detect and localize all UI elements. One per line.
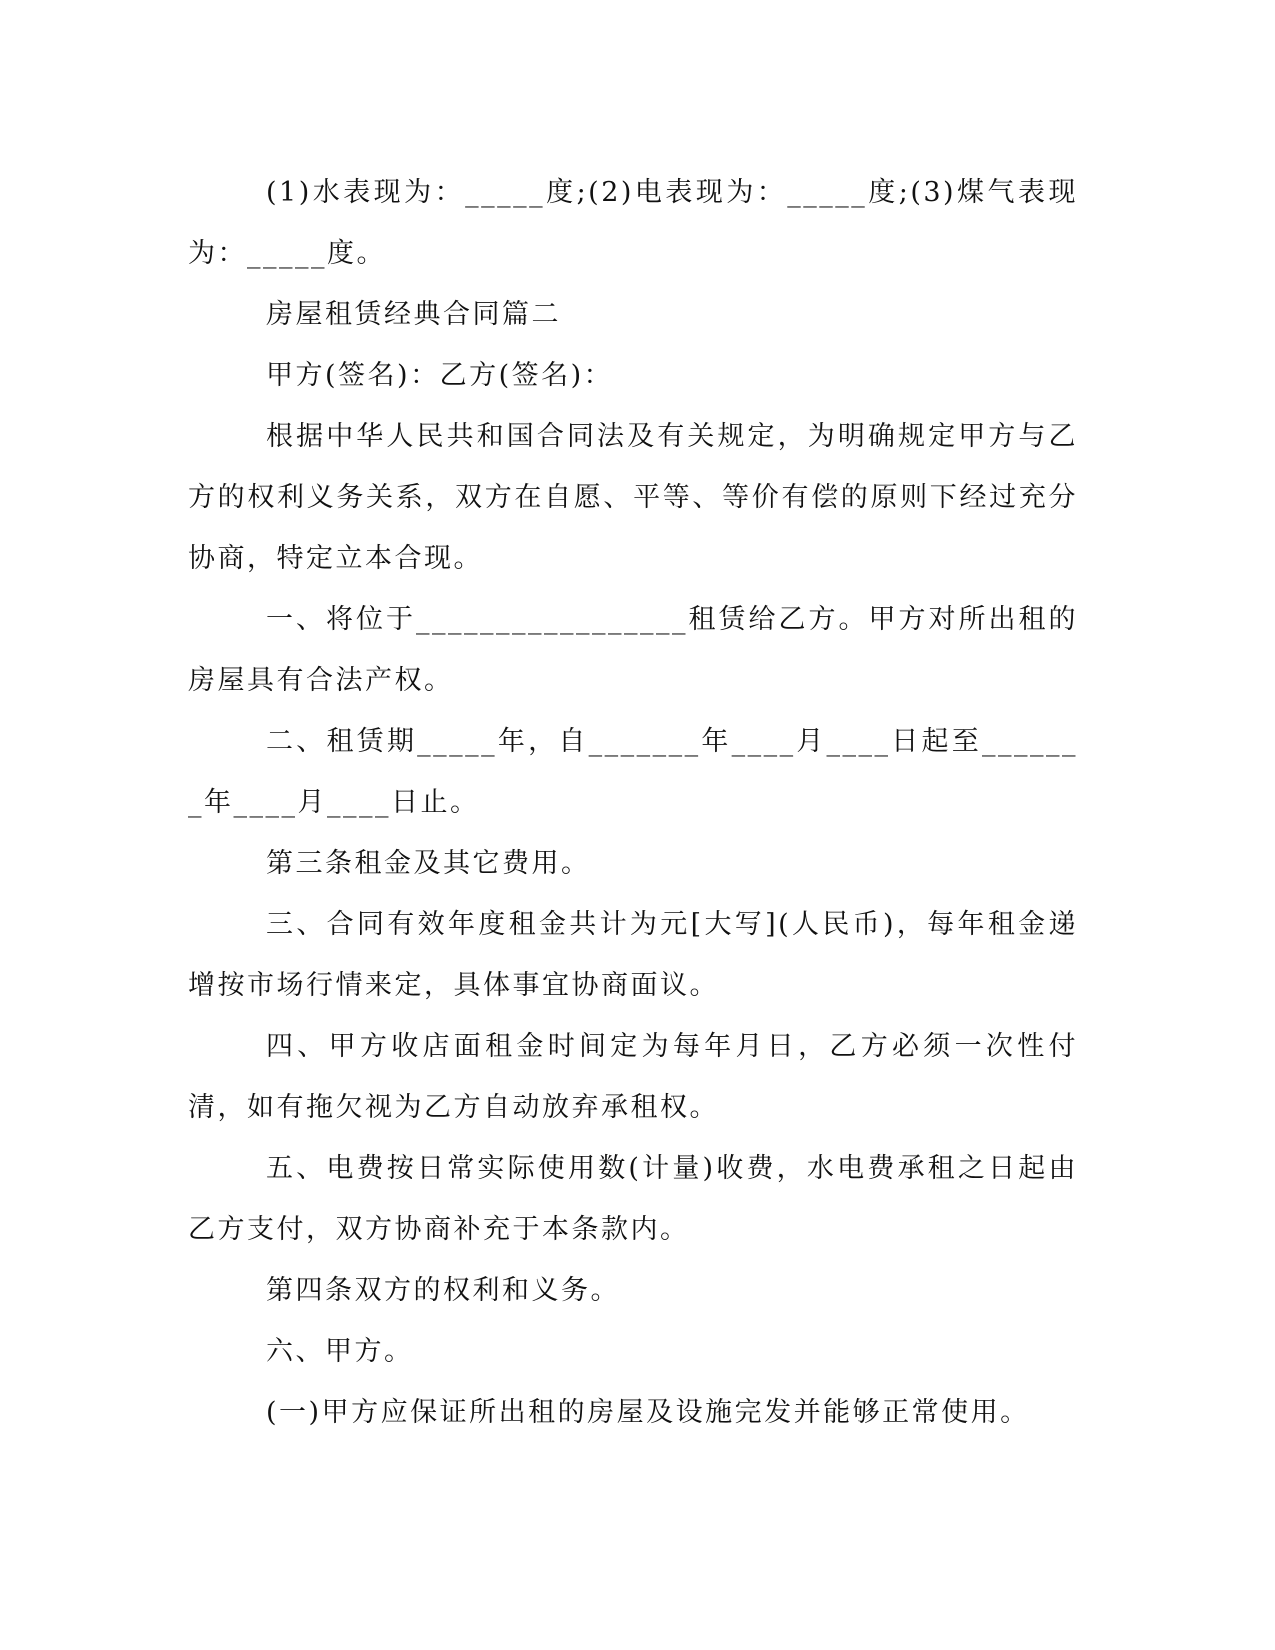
clause-five-paragraph: 五、电费按日常实际使用数(计量)收费，水电费承租之日起由乙方支付，双方协商补充于本条款内。 [188,1153,1078,1245]
clause-two-paragraph: 二、租赁期_____年，自_______年____月____日起至_______年____月____日止。 [188,726,1078,818]
article-three-heading: 第三条租金及其它费用。 [266,848,591,879]
clause-four-paragraph: 四、甲方收店面租金时间定为每年月日，乙方必须一次性付清，如有拖欠视为乙方自动放弃承租权。 [188,1031,1078,1123]
clause-six-heading: 六、甲方。 [266,1336,414,1367]
clause-three-paragraph: 三、合同有效年度租金共计为元[大写](人民币)，每年租金递增按市场行情来定，具体事宜协商面议。 [188,909,1078,1001]
preamble-paragraph: 根据中华人民共和国合同法及有关规定，为明确规定甲方与乙方的权利义务关系，双方在自愿、平等、等价有偿的原则下经过充分协商，特定立本合现。 [188,421,1078,574]
meter-readings-paragraph: (1)水表现为：_____度;(2)电表现为：_____度;(3)煤气表现为：_____度。 [188,177,1078,269]
document-body [188,162,1078,1443]
signature-line: 甲方(签名)：乙方(签名)： [266,360,614,391]
contract-section-title: 房屋租赁经典合同篇二 [266,299,561,330]
article-four-heading: 第四条双方的权利和义务。 [266,1275,620,1306]
clause-one-paragraph: 一、将位于_________________租赁给乙方。甲方对所出租的房屋具有合法产权。 [188,604,1078,696]
sub-clause-one-paragraph: (一)甲方应保证所出租的房屋及设施完发并能够正常使用。 [266,1397,1030,1428]
